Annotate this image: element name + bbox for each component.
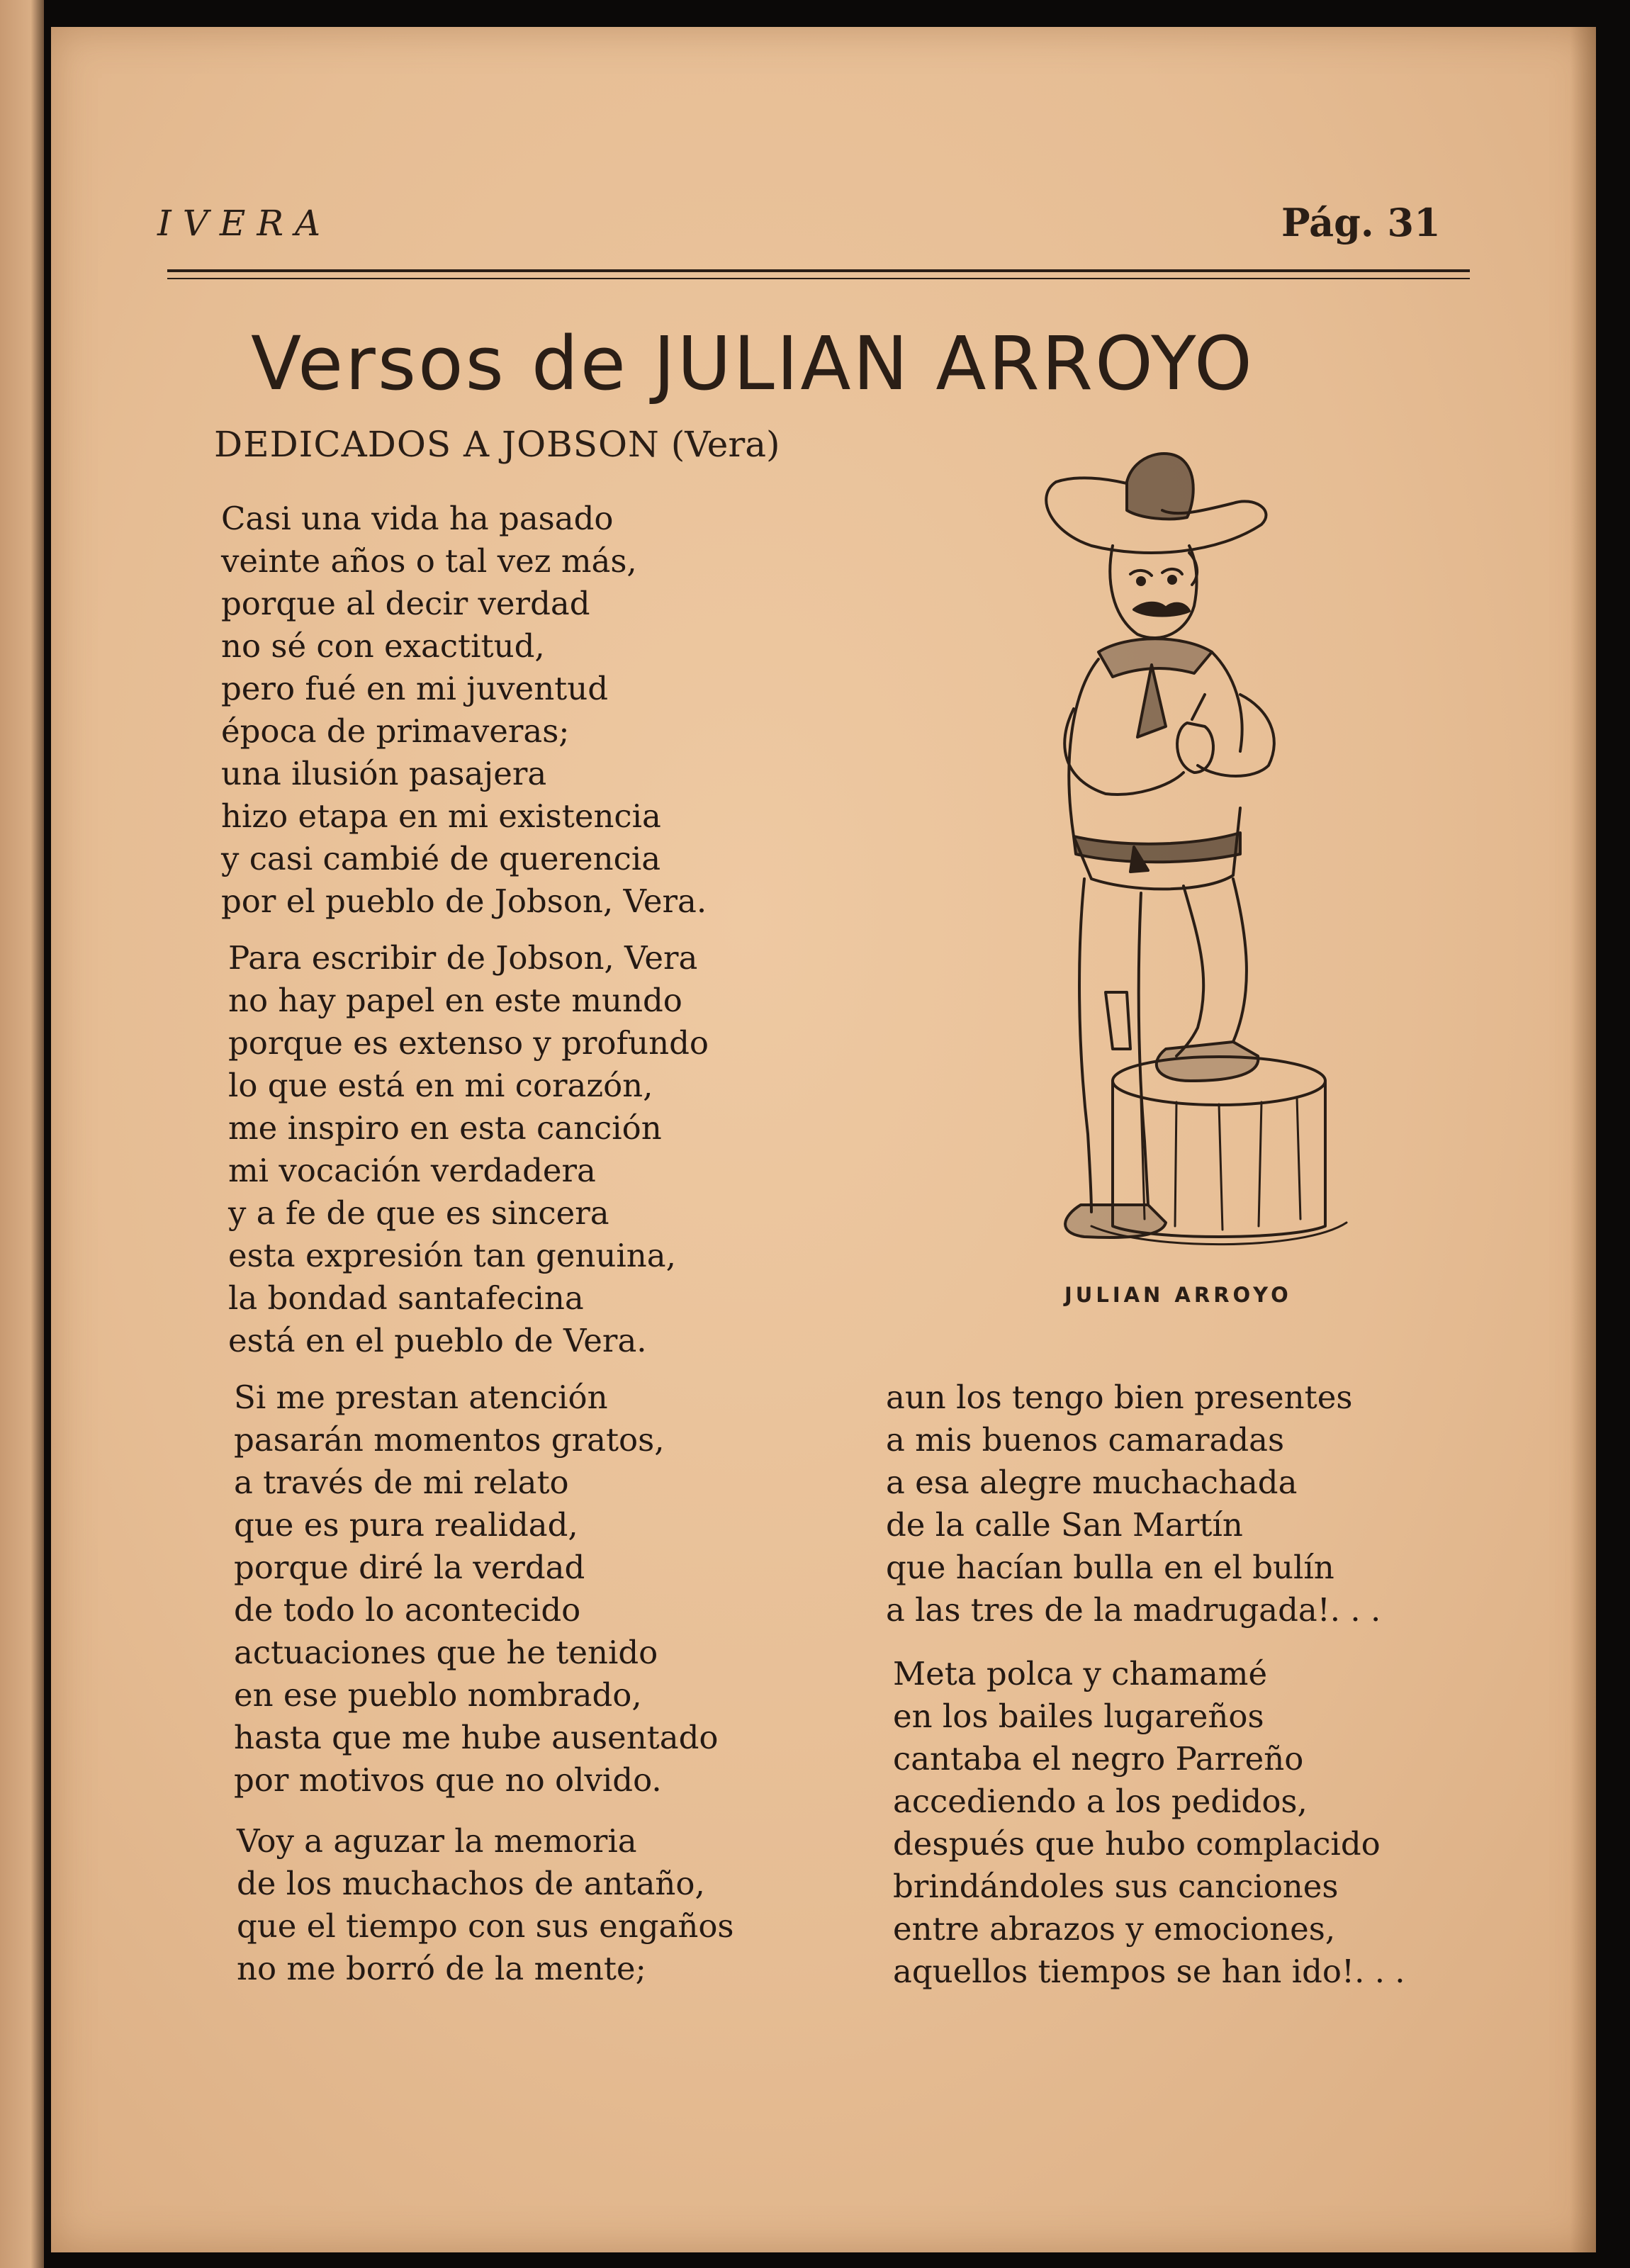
face-outline — [1110, 546, 1196, 638]
verse-line: porque al decir verdad — [221, 585, 590, 622]
verse-line: pasarán momentos gratos, — [234, 1421, 665, 1459]
verse-line: aquellos tiempos se han ido!. . . — [893, 1953, 1405, 1990]
verse-line: porque diré la verdad — [234, 1549, 585, 1586]
verse-line: me inspiro en esta canción — [228, 1109, 662, 1147]
verse-line: aun los tengo bien presentes — [886, 1379, 1353, 1416]
verse-line: que es pura realidad, — [234, 1506, 578, 1544]
stanza — [228, 937, 709, 1362]
verse-line: a mis buenos camaradas — [886, 1421, 1285, 1459]
verse-line: cantaba el negro Parreño — [893, 1740, 1304, 1778]
stanza — [893, 1653, 1405, 1993]
verse-line: que el tiempo con sus engaños — [237, 1907, 734, 1945]
stanza — [237, 1820, 734, 1990]
verse-line: no hay papel en este mundo — [228, 982, 682, 1019]
verse-line: Si me prestan atención — [234, 1379, 608, 1416]
verse-line: y casi cambié de querencia — [221, 840, 661, 877]
verse-line: a esa alegre muchachada — [886, 1464, 1298, 1501]
verse-line: Voy a aguzar la memoria — [237, 1822, 637, 1860]
header-rule — [167, 269, 1470, 272]
article-subtitle — [214, 424, 780, 465]
verse-line: de todo lo acontecido — [234, 1591, 581, 1629]
verse-line: de la calle San Martín — [886, 1506, 1243, 1544]
stanza — [886, 1376, 1381, 1632]
verse-line: en los bailes lugareños — [893, 1697, 1264, 1735]
verse-line: mi vocación verdadera — [228, 1152, 596, 1189]
article-title: Versos de JULIAN ARROYO — [251, 320, 1254, 407]
verse-line: que hacían bulla en el bulín — [886, 1549, 1334, 1586]
verse-line: no me borró de la mente; — [237, 1950, 646, 1987]
page-edge-shadow — [1570, 27, 1596, 2252]
verse-line: actuaciones que he tenido — [234, 1634, 658, 1671]
verse-line: está en el pueblo de Vera. — [228, 1322, 647, 1359]
mustache — [1134, 603, 1189, 616]
stanza — [221, 498, 707, 923]
verse-line: a través de mi relato — [234, 1464, 569, 1501]
verse-line: y a fe de que es sincera — [228, 1194, 609, 1232]
hat-crown-icon — [1127, 454, 1193, 519]
verse-line: no sé con exactitud, — [221, 627, 545, 665]
verse-line: pero fué en mi juventud — [221, 670, 609, 707]
mate-gourd — [1177, 723, 1213, 773]
boot-right — [1157, 1042, 1259, 1081]
verse-line: brindándoles sus canciones — [893, 1868, 1339, 1905]
neck-scarf — [1098, 639, 1212, 677]
verse-line: una ilusión pasajera — [221, 755, 547, 792]
verse-line: por motivos que no olvido. — [234, 1761, 662, 1799]
verse-line: porque es extenso y profundo — [228, 1024, 709, 1062]
dedication-place: (Vera) — [670, 424, 780, 465]
standing-leg — [1079, 879, 1091, 1212]
verse-line: en ese pueblo nombrado, — [234, 1676, 642, 1714]
verse-line: veinte años o tal vez más, — [221, 542, 637, 580]
verse-line: accediendo a los pedidos, — [893, 1783, 1308, 1820]
verse-line: por el pueblo de Jobson, Vera. — [221, 882, 707, 920]
verse-line: hizo etapa en mi existencia — [221, 797, 661, 835]
illustration-caption: JULIAN ARROYO — [1064, 1283, 1292, 1307]
raised-leg — [1176, 886, 1203, 1056]
stanza — [234, 1376, 718, 1802]
belt — [1074, 833, 1240, 862]
verse-line: esta expresión tan genuina, — [228, 1237, 676, 1274]
verse-line: de los muchachos de antaño, — [237, 1865, 705, 1902]
verse-line: la bondad santafecina — [228, 1279, 584, 1317]
verse-line: entre abrazos y emociones, — [893, 1910, 1336, 1948]
gaucho-portrait-illustration — [1006, 439, 1389, 1262]
verse-line: Meta polca y chamamé — [893, 1655, 1268, 1692]
page-number: Pág. 31 — [1281, 200, 1441, 245]
verse-line: Para escribir de Jobson, Vera — [228, 939, 698, 977]
verse-line: lo que está en mi corazón, — [228, 1067, 653, 1104]
verse-line: después que hubo complacido — [893, 1825, 1381, 1863]
verse-line: a las tres de la madrugada!. . . — [886, 1591, 1381, 1629]
running-head-magazine: IVERA — [157, 203, 332, 244]
dedication-text: DEDICADOS A JOBSON — [214, 424, 660, 465]
header-rule-thin — [167, 278, 1470, 279]
verse-line: Casi una vida ha pasado — [221, 500, 614, 537]
verse-line: época de primaveras; — [221, 712, 570, 750]
verse-line: hasta que me hube ausentado — [234, 1719, 719, 1756]
previous-page-edge — [0, 0, 44, 2268]
